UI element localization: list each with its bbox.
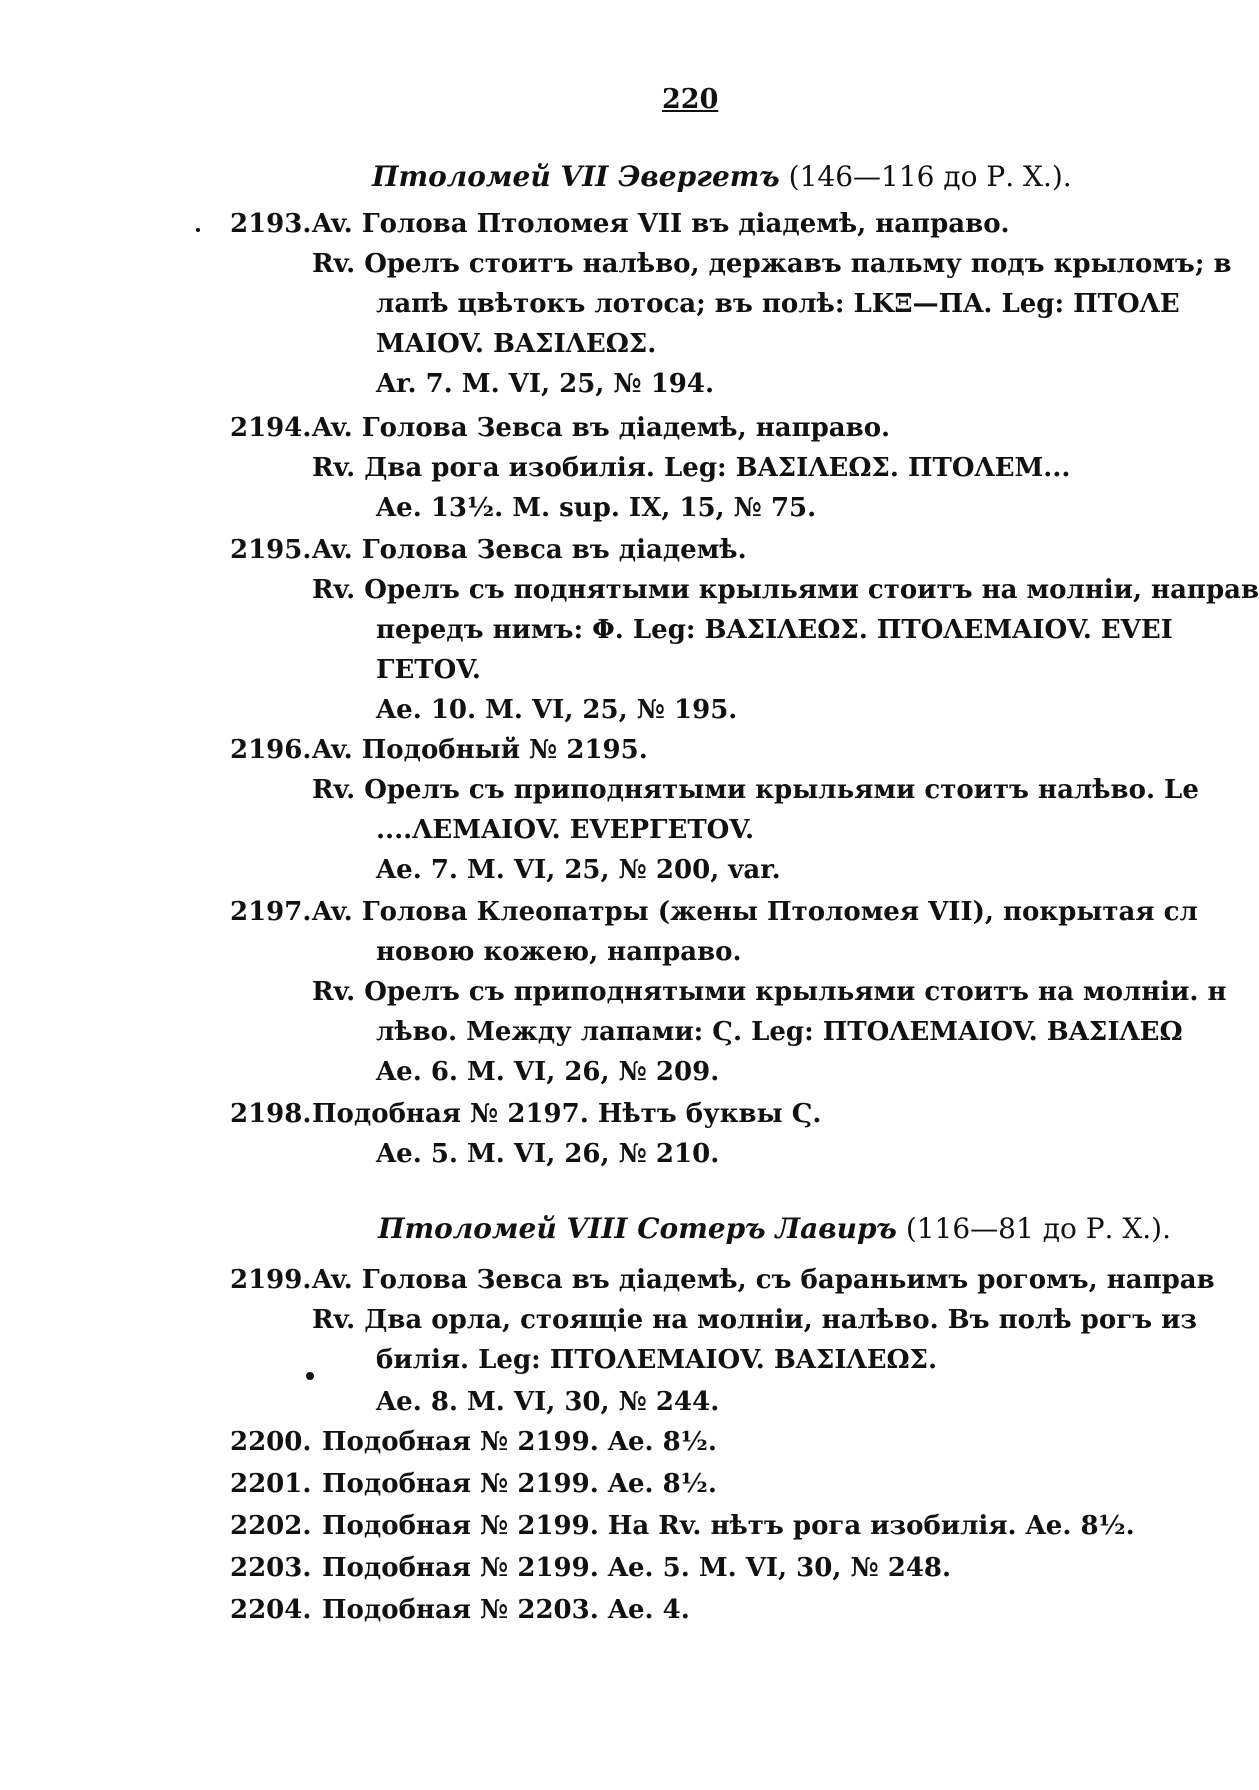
heading-ruler: Птоломей VIII Сотеръ Лавиръ: [378, 1212, 897, 1245]
entry-number: 2193.: [230, 209, 312, 239]
entry-line: лапѣ цвѣтокъ лотоса; въ полѣ: LKΞ—ΠA. Leg: ΠΤΟΛΕ: [376, 289, 1180, 319]
page-number: 220: [662, 84, 719, 115]
entry-line: Подобная № 2199. Ae. 5. M. VI, 30, № 248.: [322, 1553, 952, 1583]
heading-dates: (146—116 до Р. Х.).: [788, 160, 1072, 193]
entry-line: Av. Голова Зевса въ діадемѣ, съ бараньимъ рогомъ, направ: [312, 1265, 1215, 1295]
entry-line: Rv. Два рога изобилія. Leg: ΒΑΣΙΛΕΩΣ. ΠΤΟΛΕΜ...: [312, 453, 1071, 483]
entry-line: Av. Голова Зевса въ діадемѣ, направо.: [312, 413, 891, 443]
entry-number: 2197.: [230, 897, 312, 927]
entry-line: Av. Голова Клеопатры (жены Птоломея VII), покрытая сл: [312, 897, 1198, 927]
entry-line: ....ΛΕΜΑΙΟV. ΕVΕΡΓΕΤΟV.: [376, 815, 755, 845]
entry-number: 2200.: [230, 1427, 312, 1457]
entry-number: 2201.: [230, 1469, 312, 1499]
entry-line: новою кожею, направо.: [376, 937, 742, 967]
entry-number: 2198.: [230, 1099, 312, 1129]
entry-number: 2195.: [230, 535, 312, 565]
print-speck: [196, 228, 200, 232]
entry-line: Av. Подобный № 2195.: [312, 735, 648, 765]
entry-line: Ae. 5. M. VI, 26, № 210.: [376, 1139, 720, 1169]
entry-line: Подобная № 2203. Ae. 4.: [322, 1595, 690, 1625]
entry-line: Rv. Орелъ съ приподнятыми крыльями стоитъ налѣво. Le: [312, 775, 1199, 805]
entry-number: 2196.: [230, 735, 312, 765]
entry-line: Av. Голова Птоломея VII въ діадемѣ, направо.: [312, 209, 1010, 239]
entry-line: Подобная № 2199. На Rv. нѣтъ рога изобилія. Ae. 8½.: [322, 1511, 1135, 1541]
print-speck: [306, 1372, 314, 1380]
entry-number: 2203.: [230, 1553, 312, 1583]
entry-line: Ae. 10. M. VI, 25, № 195.: [376, 695, 738, 725]
entry-line: Rv. Орелъ съ поднятыми крыльями стоитъ на молніи, направ: [312, 575, 1259, 605]
entry-line: билія. Leg: ΠΤΟΛΕΜΑΙΟV. ΒΑΣΙΛΕΩΣ.: [376, 1345, 938, 1375]
entry-line: MAIOV. ΒΑΣΙΛΕΩΣ.: [376, 329, 657, 359]
entry-line: Ae. 13½. M. sup. IX, 15, № 75.: [376, 493, 817, 523]
entry-number: 2194.: [230, 413, 312, 443]
entry-line: Rv. Орелъ стоитъ налѣво, державъ пальму подъ крыломъ; в: [312, 249, 1232, 279]
entry-line: Ae. 8. M. VI, 30, № 244.: [376, 1387, 720, 1417]
section-heading-ptolemy-vii: [372, 160, 1072, 193]
heading-ruler: Птоломей VII Эвергетъ: [372, 160, 780, 193]
entry-line: Подобная № 2199. Ae. 8½.: [322, 1469, 717, 1499]
entry-line: Подобная № 2197. Нѣтъ буквы Ϛ.: [312, 1099, 822, 1129]
entry-line: Rv. Два орла, стоящіе на молніи, налѣво. Въ полѣ рогъ из: [312, 1305, 1198, 1335]
entry-line: лѣво. Между лапами: Ϛ. Leg: ΠΤΟΛΕΜΑΙΟV. ΒΑΣΙΛΕΩ: [376, 1017, 1183, 1047]
entry-number: 2199.: [230, 1265, 312, 1295]
entry-line: Ae. 7. M. VI, 25, № 200, var.: [376, 855, 781, 885]
entry-line: Ae. 6. M. VI, 26, № 209.: [376, 1057, 720, 1087]
entry-line: Ar. 7. M. VI, 25, № 194.: [376, 369, 715, 399]
entry-line: передъ нимъ: Φ. Leg: ΒΑΣΙΛΕΩΣ. ΠΤΟΛΕΜΑΙΟV. ΕVΕΙ: [376, 615, 1173, 645]
heading-dates: (116—81 до Р. Х.).: [905, 1212, 1172, 1245]
entry-line: Av. Голова Зевса въ діадемѣ.: [312, 535, 747, 565]
entry-line: ΓΕΤΟV.: [376, 655, 481, 685]
section-heading-ptolemy-viii: [378, 1212, 1171, 1245]
entry-line: Rv. Орелъ съ приподнятыми крыльями стоитъ на молніи. н: [312, 977, 1227, 1007]
entry-line: Подобная № 2199. Ae. 8½.: [322, 1427, 717, 1457]
entry-number: 2202.: [230, 1511, 312, 1541]
entry-number: 2204.: [230, 1595, 312, 1625]
